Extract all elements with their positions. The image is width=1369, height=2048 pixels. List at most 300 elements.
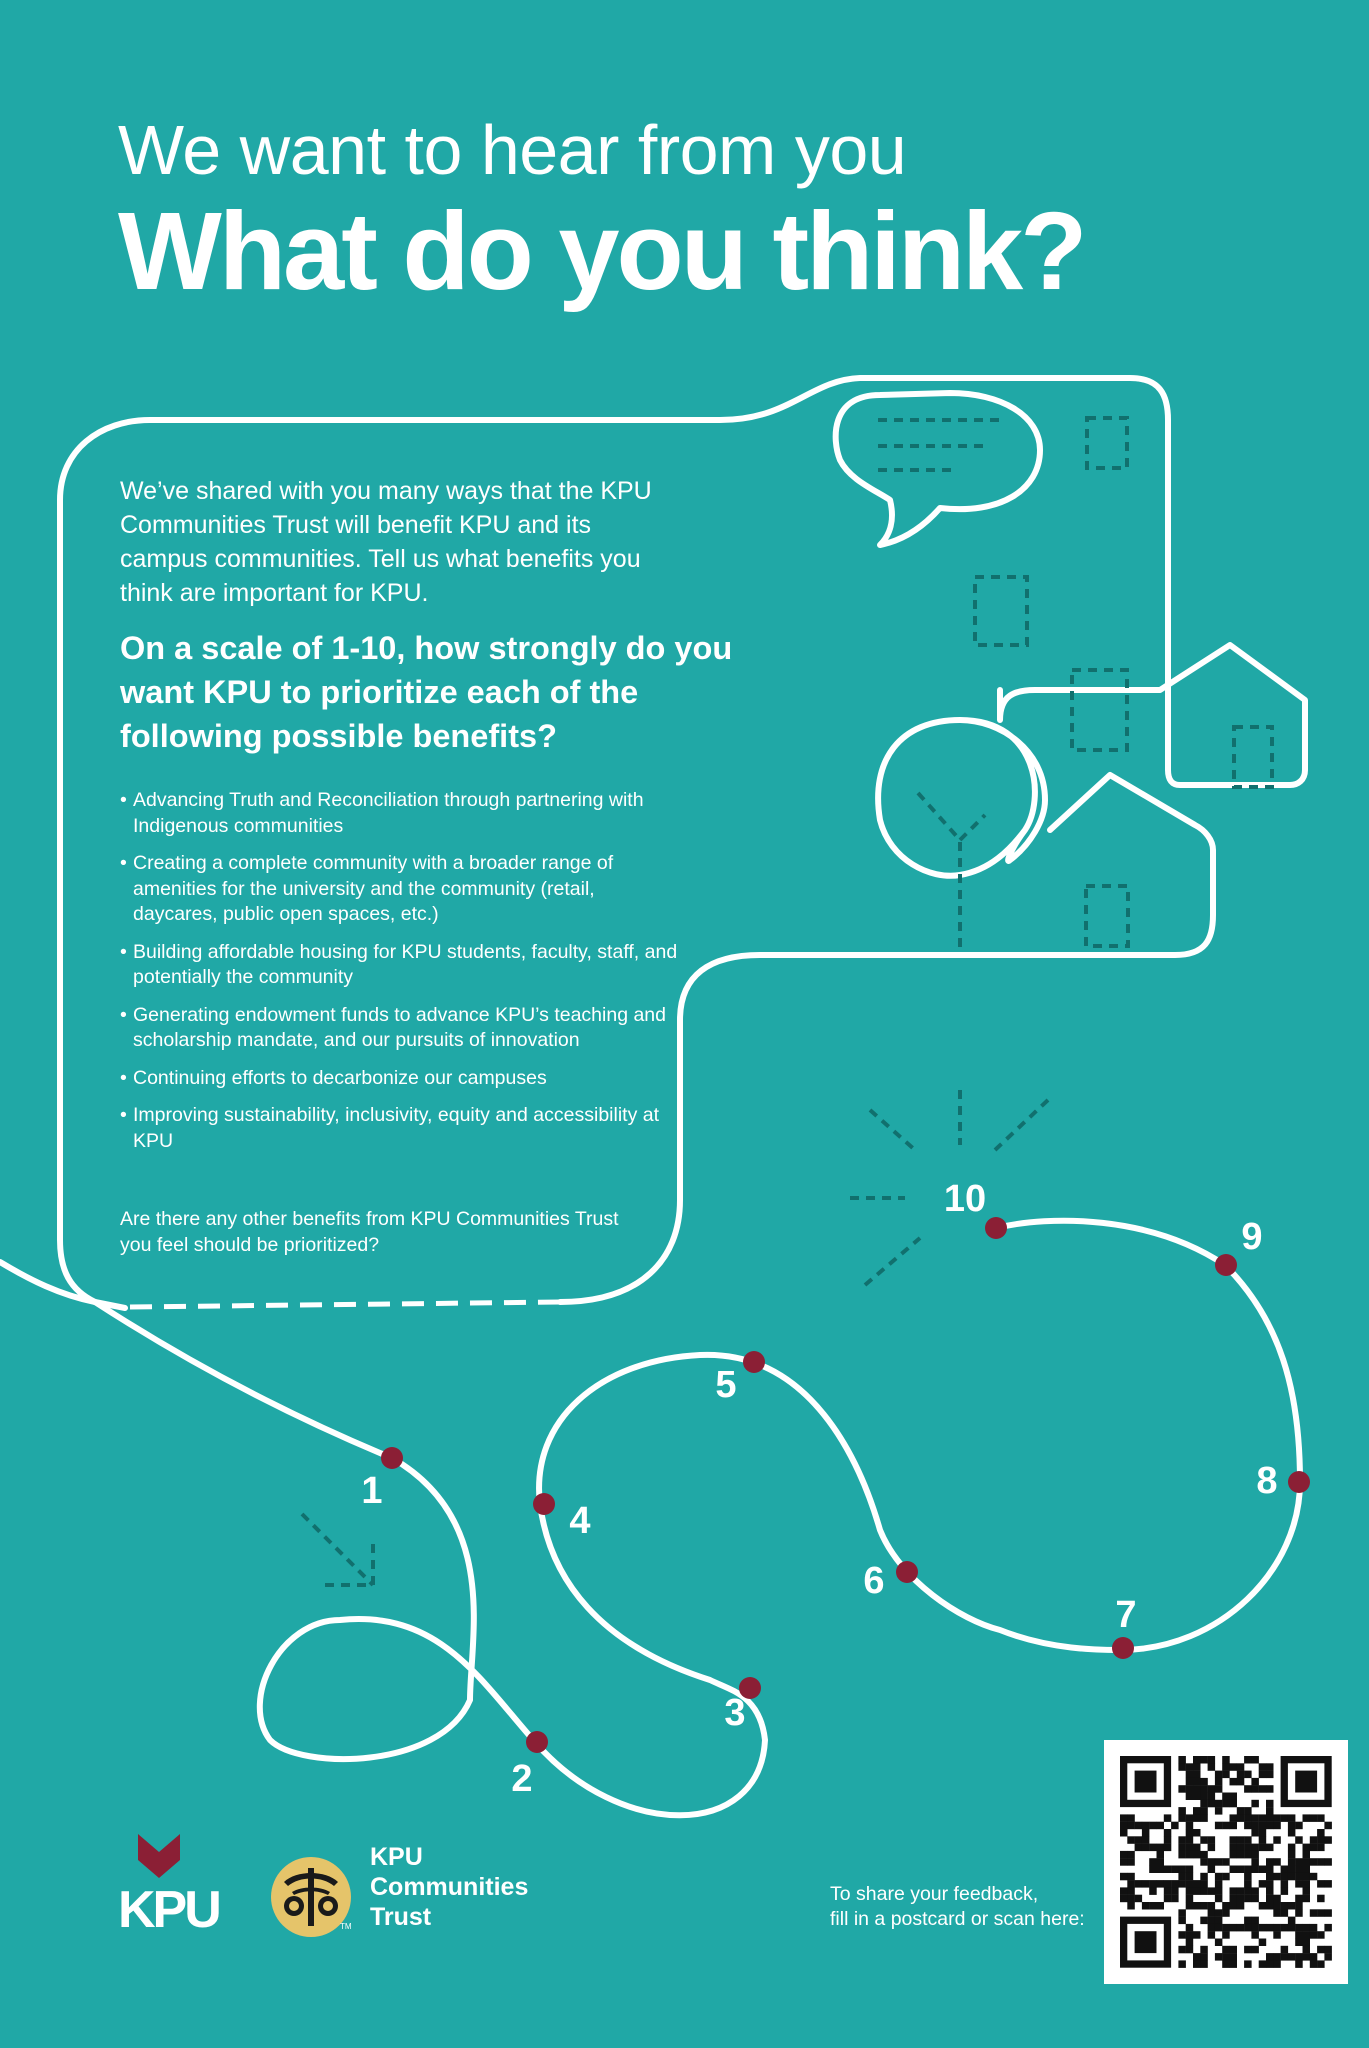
scale-label-10: 10 — [943, 1178, 987, 1220]
scale-label-6: 6 — [863, 1560, 885, 1602]
qr-code-icon[interactable] — [1104, 1740, 1348, 1984]
scale-label-2: 2 — [511, 1758, 533, 1800]
qr-module — [1127, 1887, 1135, 1895]
qr-module — [1200, 1880, 1208, 1888]
qr-module — [1317, 1858, 1325, 1866]
qr-module — [1251, 1946, 1259, 1954]
qr-module — [1310, 1873, 1318, 1881]
qr-module — [1127, 1836, 1135, 1844]
qr-module — [1259, 1785, 1267, 1793]
qr-module — [1317, 1931, 1325, 1939]
qr-module — [1157, 1858, 1165, 1866]
scale-dot-7 — [1112, 1637, 1134, 1659]
qr-module — [1178, 1844, 1186, 1852]
qr-module — [1295, 1909, 1303, 1917]
qr-module — [1237, 1778, 1245, 1786]
scale-label-7: 7 — [1115, 1594, 1137, 1636]
scale-question: On a scale of 1-10, how strongly do you want KPU to prioritize each of the following possible benefits? — [120, 630, 733, 754]
qr-module — [1208, 1844, 1216, 1852]
benefit-item: • Improving sustainability, inclusivity, equity and accessibility at KPU — [120, 1103, 680, 1154]
qr-module — [1230, 1946, 1238, 1954]
qr-module — [1208, 1763, 1216, 1771]
qr-module — [1244, 1960, 1252, 1968]
qr-module — [1251, 1924, 1259, 1932]
window-icon — [1086, 886, 1128, 946]
qr-module — [1208, 1902, 1216, 1910]
qr-module — [1324, 1836, 1332, 1844]
qr-module — [1120, 1822, 1128, 1830]
qr-module — [1142, 1844, 1150, 1852]
qr-module — [1215, 1939, 1223, 1947]
qr-module — [1273, 1931, 1281, 1939]
qr-module — [1259, 1771, 1267, 1779]
scale-label-3: 3 — [724, 1692, 746, 1734]
qr-module — [1208, 1858, 1216, 1866]
cta-line-1: To share your feedback, — [830, 1883, 1039, 1905]
qr-module — [1251, 1866, 1259, 1874]
qr-module — [1178, 1785, 1186, 1793]
qr-module — [1215, 1778, 1223, 1786]
qr-module — [1251, 1800, 1259, 1808]
qr-finder-square — [1295, 1771, 1317, 1793]
qr-module — [1149, 1858, 1157, 1866]
qr-module — [1230, 1822, 1238, 1830]
qr-module — [1171, 1887, 1179, 1895]
qr-module — [1295, 1931, 1303, 1939]
qr-module — [1215, 1785, 1223, 1793]
burst-ray — [865, 1238, 920, 1285]
qr-module — [1237, 1887, 1245, 1895]
qr-module — [1259, 1822, 1267, 1830]
qr-module — [1266, 1866, 1274, 1874]
qr-module — [1164, 1829, 1172, 1837]
qr-module — [1266, 1858, 1274, 1866]
qr-module — [1244, 1756, 1252, 1764]
qr-module — [1186, 1793, 1194, 1801]
scale-label-1: 1 — [361, 1470, 383, 1512]
qr-module — [1266, 1800, 1274, 1808]
qr-module — [1149, 1887, 1157, 1895]
qr-module — [1127, 1895, 1135, 1903]
qr-module — [1303, 1873, 1311, 1881]
communities-trust-name — [370, 1842, 590, 1932]
qr-module — [1208, 1756, 1216, 1764]
benefit-item: • Creating a complete community with a broader range of amenities for the university and the community (retail, daycares, public open spaces, etc.) — [120, 851, 680, 928]
qr-module — [1157, 1902, 1165, 1910]
scale-label-5: 5 — [715, 1364, 737, 1406]
qr-module — [1244, 1873, 1252, 1881]
qr-module — [1200, 1785, 1208, 1793]
qr-module — [1281, 1866, 1289, 1874]
qr-module — [1120, 1829, 1128, 1837]
qr-module — [1303, 1880, 1311, 1888]
qr-module — [1259, 1836, 1267, 1844]
qr-module — [1310, 1909, 1318, 1917]
scale-dot-1 — [381, 1447, 403, 1469]
benefit-item: • Generating endowment funds to advance KPU’s teaching and scholarship mandate, and our pursuits of innovation — [120, 1003, 680, 1054]
qr-module — [1310, 1814, 1318, 1822]
burst-ray — [870, 1110, 915, 1150]
scale-dot-2 — [526, 1731, 548, 1753]
qr-module — [1200, 1807, 1208, 1815]
qr-module — [1303, 1814, 1311, 1822]
scale-label-9: 9 — [1241, 1216, 1263, 1258]
qr-module — [1251, 1887, 1259, 1895]
qr-module — [1186, 1771, 1194, 1779]
qr-module — [1157, 1880, 1165, 1888]
qr-module — [1244, 1887, 1252, 1895]
qr-module — [1288, 1851, 1296, 1859]
qr-module — [1324, 1909, 1332, 1917]
qr-module — [1324, 1946, 1332, 1954]
qr-module — [1208, 1866, 1216, 1874]
qr-module — [1244, 1866, 1252, 1874]
qr-module — [1273, 1902, 1281, 1910]
qr-module — [1127, 1880, 1135, 1888]
qr-module — [1186, 1939, 1194, 1947]
qr-module — [1310, 1844, 1318, 1852]
qr-module — [1157, 1851, 1165, 1859]
qr-module — [1149, 1880, 1157, 1888]
qr-module — [1288, 1917, 1296, 1925]
qr-module — [1127, 1873, 1135, 1881]
qr-module — [1288, 1858, 1296, 1866]
qr-module — [1215, 1909, 1223, 1917]
qr-module — [1200, 1814, 1208, 1822]
qr-module — [1237, 1771, 1245, 1779]
qr-module — [1164, 1814, 1172, 1822]
qr-module — [1295, 1866, 1303, 1874]
qr-module — [1208, 1800, 1216, 1808]
qr-module — [1237, 1902, 1245, 1910]
qr-module — [1266, 1960, 1274, 1968]
qr-module — [1310, 1960, 1318, 1968]
qr-module — [1259, 1960, 1267, 1968]
qr-module — [1215, 1771, 1223, 1779]
qr-module — [1295, 1902, 1303, 1910]
qr-module — [1171, 1822, 1179, 1830]
qr-module — [1200, 1902, 1208, 1910]
intro-paragraph: We’ve shared with you many ways that the KPU Communities Trust will benefit KPU and its campus communities. Tell us what benefits you think are important for KPU. — [120, 477, 652, 607]
qr-module — [1215, 1924, 1223, 1932]
qr-module — [1215, 1895, 1223, 1903]
qr-module — [1200, 1960, 1208, 1968]
qr-module — [1244, 1822, 1252, 1830]
qr-module — [1200, 1836, 1208, 1844]
trust-name-line-3: Trust — [370, 1903, 432, 1931]
qr-module — [1186, 1851, 1194, 1859]
qr-module — [1120, 1895, 1128, 1903]
qr-module — [1310, 1836, 1318, 1844]
qr-module — [1266, 1814, 1274, 1822]
qr-module — [1222, 1793, 1230, 1801]
qr-module — [1244, 1946, 1252, 1954]
window-icon — [1087, 418, 1127, 468]
qr-module — [1186, 1836, 1194, 1844]
qr-module — [1237, 1844, 1245, 1852]
qr-module — [1310, 1924, 1318, 1932]
qr-module — [1222, 1902, 1230, 1910]
benefit-item: • Building affordable housing for KPU students, faculty, staff, and potentially the community — [120, 940, 680, 991]
qr-module — [1237, 1851, 1245, 1859]
qr-module — [1200, 1873, 1208, 1881]
qr-module — [1281, 1902, 1289, 1910]
qr-module — [1244, 1785, 1252, 1793]
qr-module — [1244, 1895, 1252, 1903]
qr-module — [1303, 1953, 1311, 1961]
qr-module — [1186, 1880, 1194, 1888]
scale-label-8: 8 — [1256, 1460, 1278, 1502]
trust-name-line-1: KPU — [370, 1843, 423, 1871]
qr-module — [1288, 1829, 1296, 1837]
qr-module — [1230, 1836, 1238, 1844]
qr-module — [1186, 1931, 1194, 1939]
qr-module — [1164, 1880, 1172, 1888]
qr-module — [1186, 1924, 1194, 1932]
qr-module — [1230, 1851, 1238, 1859]
qr-module — [1266, 1902, 1274, 1910]
qr-module — [1303, 1844, 1311, 1852]
qr-module — [1230, 1902, 1238, 1910]
qr-module — [1164, 1844, 1172, 1852]
qr-module — [1178, 1931, 1186, 1939]
qr-module — [1324, 1924, 1332, 1932]
scale-dots — [381, 1217, 1310, 1753]
qr-module — [1273, 1924, 1281, 1932]
qr-finder-square — [1135, 1931, 1157, 1953]
qr-module — [1200, 1756, 1208, 1764]
qr-module — [1178, 1836, 1186, 1844]
qr-module — [1244, 1917, 1252, 1925]
trademark-mark: TM — [340, 1922, 352, 1931]
qr-module — [1208, 1836, 1216, 1844]
qr-module — [1120, 1873, 1128, 1881]
qr-module — [1251, 1829, 1259, 1837]
qr-module — [1222, 1873, 1230, 1881]
qr-module — [1127, 1851, 1135, 1859]
qr-module — [1222, 1960, 1230, 1968]
qr-module — [1273, 1873, 1281, 1881]
qr-module — [1171, 1880, 1179, 1888]
qr-module — [1237, 1836, 1245, 1844]
qr-module — [1295, 1895, 1303, 1903]
qr-module — [1186, 1844, 1194, 1852]
qr-module — [1193, 1931, 1201, 1939]
qr-module — [1303, 1866, 1311, 1874]
qr-module — [1186, 1814, 1194, 1822]
window-icon — [1234, 727, 1272, 787]
qr-module — [1230, 1800, 1238, 1808]
qr-module — [1200, 1851, 1208, 1859]
qr-module — [1281, 1909, 1289, 1917]
qr-module — [1273, 1909, 1281, 1917]
qr-module — [1273, 1858, 1281, 1866]
qr-module — [1237, 1866, 1245, 1874]
other-benefits-question: Are there any other benefits from KPU Communities Trust you feel should be prioritized? — [120, 1208, 619, 1256]
qr-module — [1273, 1814, 1281, 1822]
qr-module — [1230, 1924, 1238, 1932]
qr-finder-square — [1135, 1771, 1157, 1793]
qr-module — [1266, 1953, 1274, 1961]
qr-module — [1324, 1953, 1332, 1961]
qr-module — [1178, 1917, 1186, 1925]
qr-module — [1186, 1902, 1194, 1910]
subtitle: We want to hear from you — [118, 111, 907, 189]
qr-module — [1215, 1887, 1223, 1895]
qr-module — [1259, 1880, 1267, 1888]
qr-module — [1259, 1814, 1267, 1822]
qr-module — [1178, 1960, 1186, 1968]
qr-module — [1251, 1895, 1259, 1903]
qr-module — [1288, 1924, 1296, 1932]
qr-module — [1200, 1858, 1208, 1866]
qr-module — [1164, 1887, 1172, 1895]
qr-module — [1244, 1771, 1252, 1779]
qr-module — [1178, 1807, 1186, 1815]
qr-module — [1193, 1851, 1201, 1859]
qr-module — [1266, 1873, 1274, 1881]
qr-module — [1281, 1873, 1289, 1881]
qr-module — [1200, 1953, 1208, 1961]
qr-module — [1259, 1829, 1267, 1837]
qr-module — [1222, 1909, 1230, 1917]
qr-module — [1295, 1880, 1303, 1888]
qr-module — [1127, 1822, 1135, 1830]
qr-module — [1266, 1785, 1274, 1793]
qr-module — [1193, 1807, 1201, 1815]
tree-branch-dashed — [918, 793, 960, 840]
qr-module — [1244, 1924, 1252, 1932]
qr-module — [1200, 1946, 1208, 1954]
qr-module — [1135, 1880, 1143, 1888]
qr-module — [1230, 1960, 1238, 1968]
qr-module — [1295, 1924, 1303, 1932]
qr-module — [1266, 1763, 1274, 1771]
qr-module — [1215, 1917, 1223, 1925]
qr-module — [1288, 1902, 1296, 1910]
qr-module — [1222, 1756, 1230, 1764]
qr-module — [1215, 1880, 1223, 1888]
qr-module — [1193, 1887, 1201, 1895]
qr-module — [1215, 1807, 1223, 1815]
qr-module — [1135, 1844, 1143, 1852]
qr-module — [1186, 1946, 1194, 1954]
qr-module — [1208, 1909, 1216, 1917]
qr-module — [1193, 1829, 1201, 1837]
qr-module — [1295, 1822, 1303, 1830]
qr-module — [1281, 1953, 1289, 1961]
qr-module — [1317, 1836, 1325, 1844]
qr-module — [1222, 1953, 1230, 1961]
qr-module — [1157, 1822, 1165, 1830]
benefit-item: • Continuing efforts to decarbonize our campuses — [120, 1066, 680, 1092]
qr-module — [1295, 1960, 1303, 1968]
qr-module — [1288, 1844, 1296, 1852]
qr-module — [1149, 1902, 1157, 1910]
qr-module — [1135, 1895, 1143, 1903]
kpu-logo-text: KPU — [118, 1881, 219, 1939]
burst-ray — [995, 1100, 1048, 1150]
qr-module — [1251, 1814, 1259, 1822]
qr-module — [1215, 1858, 1223, 1866]
qr-module — [1178, 1946, 1186, 1954]
qr-module — [1127, 1814, 1135, 1822]
qr-module — [1288, 1866, 1296, 1874]
scale-label-4: 4 — [569, 1500, 591, 1542]
qr-module — [1244, 1836, 1252, 1844]
qr-module — [1230, 1778, 1238, 1786]
qr-module — [1295, 1858, 1303, 1866]
qr-module — [1149, 1822, 1157, 1830]
qr-module — [1295, 1939, 1303, 1947]
qr-module — [1178, 1866, 1186, 1874]
qr-module — [1208, 1793, 1216, 1801]
qr-module — [1135, 1836, 1143, 1844]
qr-module — [1237, 1924, 1245, 1932]
qr-module — [1142, 1822, 1150, 1830]
qr-module — [1310, 1858, 1318, 1866]
qr-module — [1171, 1895, 1179, 1903]
qr-module — [1266, 1895, 1274, 1903]
content-frame-dashed-edge — [130, 1302, 560, 1307]
qr-module — [1281, 1814, 1289, 1822]
qr-module — [1310, 1931, 1318, 1939]
qr-module — [1222, 1931, 1230, 1939]
qr-module — [1230, 1844, 1238, 1852]
qr-module — [1317, 1880, 1325, 1888]
trust-name-line-2: Communities — [370, 1873, 529, 1901]
window-icon — [975, 577, 1027, 645]
qr-module — [1303, 1946, 1311, 1954]
qr-module — [1120, 1851, 1128, 1859]
qr-module — [1222, 1924, 1230, 1932]
scale-path-line — [95, 1221, 1300, 1816]
benefits-list — [120, 788, 680, 1166]
qr-module — [1251, 1858, 1259, 1866]
qr-module — [1244, 1814, 1252, 1822]
qr-module — [1259, 1939, 1267, 1947]
qr-module — [1303, 1939, 1311, 1947]
qr-module — [1303, 1851, 1311, 1859]
qr-module — [1317, 1829, 1325, 1837]
qr-module — [1171, 1866, 1179, 1874]
qr-module — [1237, 1763, 1245, 1771]
qr-module — [1178, 1851, 1186, 1859]
qr-module — [1303, 1858, 1311, 1866]
qr-module — [1251, 1778, 1259, 1786]
qr-module — [1208, 1924, 1216, 1932]
qr-module — [1135, 1822, 1143, 1830]
qr-module — [1164, 1895, 1172, 1903]
qr-module — [1120, 1858, 1128, 1866]
qr-module — [1244, 1844, 1252, 1852]
qr-module — [1186, 1829, 1194, 1837]
qr-module — [1259, 1924, 1267, 1932]
qr-module — [1178, 1756, 1186, 1764]
qr-module — [1281, 1924, 1289, 1932]
qr-module — [1230, 1895, 1238, 1903]
qr-module — [1244, 1880, 1252, 1888]
qr-module — [1200, 1793, 1208, 1801]
qr-module — [1200, 1778, 1208, 1786]
qr-module — [1215, 1800, 1223, 1808]
qr-module — [1178, 1763, 1186, 1771]
qr-module — [1303, 1895, 1311, 1903]
qr-module — [1193, 1814, 1201, 1822]
qr-module — [1127, 1858, 1135, 1866]
qr-module — [1273, 1895, 1281, 1903]
qr-module — [1142, 1880, 1150, 1888]
